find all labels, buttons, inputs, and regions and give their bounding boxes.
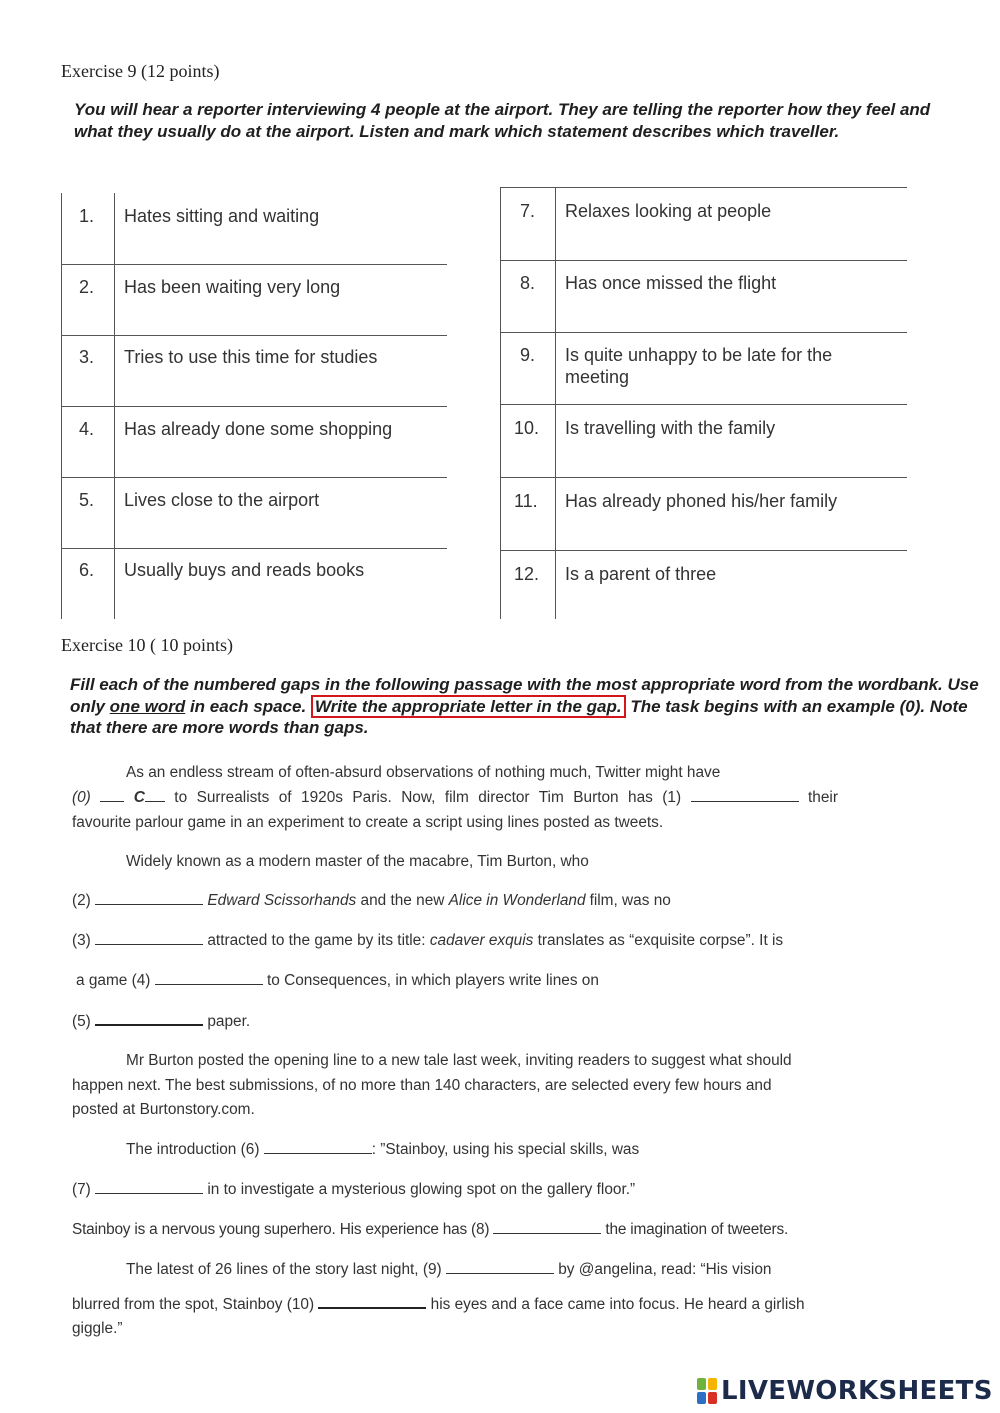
statement-text: Hates sitting and waiting [124, 206, 320, 226]
passage-line-16 [72, 1295, 838, 1314]
passage-text: blurred from the spot, Stainboy (10) [72, 1296, 315, 1313]
statement-text: Is quite unhappy to be late for the meeting [565, 345, 833, 387]
example-gap-line [145, 789, 165, 802]
passage-line-8 [72, 1012, 838, 1031]
table-row [61, 264, 447, 336]
exercise-9-instructions: You will hear a reporter interviewing 4 people at the airport. They are telling the reporter how they feel and what they usually do at the airport. Listen and mark which statement describes which traveller. [74, 100, 931, 141]
statement-text: Has already done some shopping [124, 419, 393, 439]
example-gap-line [100, 789, 124, 802]
row-number: 2. [79, 277, 95, 297]
table-row [500, 187, 907, 261]
table-row [61, 477, 447, 549]
statement-text: Has once missed the flight [565, 273, 777, 293]
gap-number: (3) [72, 932, 91, 949]
passage-line-4: Widely known as a modern master of the macabre, Tim Burton, who [126, 853, 589, 870]
row-number: 7. [520, 201, 536, 221]
row-number: 8. [520, 273, 536, 293]
table-row [500, 550, 907, 619]
logo-text: LIVEWORKSHEETS [721, 1376, 993, 1406]
highlighted-instruction: Write the appropriate letter in the gap. [311, 695, 626, 718]
passage-line-11: posted at Burtonstory.com. [72, 1101, 255, 1118]
passage-line-9: Mr Burton posted the opening line to a new tale last week, inviting readers to suggest what should [126, 1052, 792, 1069]
passage-line-6 [72, 932, 838, 950]
instructions-text: Fill each of the numbered gaps in the following passage with the most appropriate word from the wordbank. Use only [70, 675, 979, 716]
instructions-underlined: one word [109, 696, 186, 716]
passage-line-3: favourite parlour game in an experiment to create a script using lines posted as tweets. [72, 814, 664, 831]
gap-number: (7) [72, 1181, 91, 1198]
passage-line-7 [76, 972, 842, 990]
table-row [500, 404, 907, 478]
passage-line-12 [72, 1141, 838, 1159]
table-row [500, 477, 907, 551]
passage-text: paper. [207, 1013, 251, 1030]
passage-text: The introduction (6) [126, 1141, 260, 1158]
row-number: 9. [520, 345, 536, 365]
example-answer: C [133, 789, 145, 806]
statement-text: Has already phoned his/her family [565, 491, 838, 511]
row-number: 11. [514, 491, 538, 511]
passage-text: attracted to the game by its title: [207, 932, 426, 949]
passage-text: The latest of 26 lines of the story last night, (9) [126, 1261, 442, 1278]
gap-number: (5) [72, 1013, 91, 1030]
passage-line-17: giggle.” [72, 1320, 123, 1337]
exercise-9-title: Exercise 9 (12 points) [61, 61, 220, 81]
passage-text: : ”Stainboy, using his special skills, was [371, 1141, 640, 1158]
passage-line-13 [72, 1181, 838, 1199]
passage-line-5 [72, 892, 838, 910]
row-number: 3. [79, 347, 95, 367]
gap-1-blank[interactable] [691, 789, 799, 802]
passage-text: their [808, 789, 838, 806]
gap-4-blank[interactable] [155, 972, 263, 985]
row-number: 5. [79, 490, 95, 510]
liveworksheets-logo-icon [697, 1378, 719, 1404]
statement-text: Tries to use this time for studies [124, 347, 378, 367]
table-row [61, 406, 447, 478]
passage-text: the imagination of tweeters. [605, 1221, 789, 1238]
foreign-term: cadaver exquis [429, 932, 534, 949]
left-statement-table [61, 193, 447, 619]
table-row [61, 193, 447, 265]
statement-text: Is travelling with the family [565, 418, 776, 438]
statement-text: Has been waiting very long [124, 277, 341, 297]
gap-9-blank[interactable] [446, 1261, 554, 1274]
passage-line-15 [72, 1261, 838, 1279]
statement-text: Lives close to the airport [124, 490, 320, 510]
passage-text: by @angelina, read: “His vision [558, 1261, 772, 1278]
instructions-text: The task begins with an example (0). Note that there are more words than gaps. [70, 696, 968, 737]
right-statement-table [500, 187, 907, 619]
passage-text: to Consequences, in which players write lines on [266, 972, 599, 989]
statement-text: Is a parent of three [565, 564, 717, 584]
row-number: 12. [514, 564, 540, 584]
passage-text: film, was no [589, 892, 671, 909]
liveworksheets-logo [697, 1375, 993, 1407]
film-title: Alice in Wonderland [448, 892, 586, 909]
passage-line-1: As an endless stream of often-absurd observations of nothing much, Twitter might have [126, 764, 721, 781]
statement-text: Usually buys and reads books [124, 560, 365, 580]
row-number: 6. [79, 560, 95, 580]
row-number: 4. [79, 419, 95, 439]
passage-line-2 [72, 789, 838, 807]
gap-5-blank[interactable] [95, 1012, 203, 1026]
gap-7-blank[interactable] [95, 1181, 203, 1194]
gap-2-blank[interactable] [95, 892, 203, 905]
table-row [61, 548, 447, 619]
gap-6-blank[interactable] [264, 1141, 372, 1154]
passage-line-14 [72, 1221, 838, 1239]
table-row [61, 335, 447, 407]
statement-text: Relaxes looking at people [565, 201, 772, 221]
passage-text: in to investigate a mysterious glowing spot on the gallery floor.” [207, 1181, 636, 1198]
passage-text: Stainboy is a nervous young superhero. His experience has (8) [72, 1221, 490, 1238]
gap-3-blank[interactable] [95, 932, 203, 945]
table-row [500, 332, 907, 405]
passage-text: his eyes and a face came into focus. He heard a girlish [430, 1296, 805, 1313]
passage-text: translates as “exquisite corpse”. It is [537, 932, 784, 949]
gap-8-blank[interactable] [493, 1221, 601, 1234]
passage-text: to Surrealists of 1920s Paris. Now, film director Tim Burton has (1) [174, 789, 682, 806]
gap-10-blank[interactable] [318, 1295, 426, 1309]
instructions-text: in each space. [185, 696, 311, 716]
row-number: 1. [79, 206, 95, 226]
table-row [500, 260, 907, 333]
exercise-10-instructions [70, 674, 982, 739]
exercise-10-title: Exercise 10 ( 10 points) [61, 635, 233, 655]
passage-line-10: happen next. The best submissions, of no more than 140 characters, are selected every few hours and [72, 1077, 772, 1094]
passage-text: a game (4) [76, 972, 151, 989]
passage-text: and the new [360, 892, 445, 909]
gap-number: (0) [72, 789, 91, 806]
film-title: Edward Scissorhands [207, 892, 357, 909]
row-number: 10. [514, 418, 540, 438]
gap-number: (2) [72, 892, 91, 909]
